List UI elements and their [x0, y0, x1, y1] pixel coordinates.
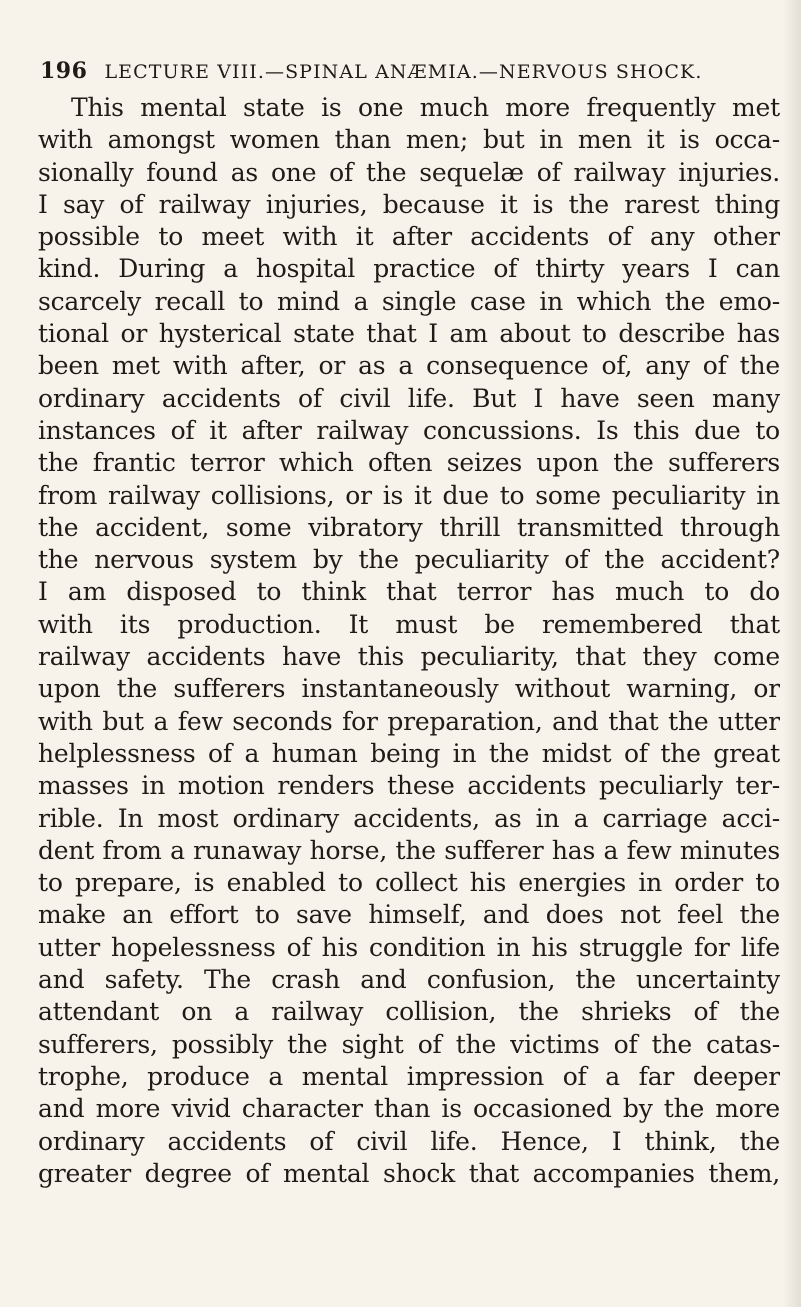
text-line: helplessness of a human being in the midst of the great	[38, 738, 780, 768]
text-line: scarcely recall to mind a single case in which the emo-	[38, 286, 780, 316]
text-line: rible. In most ordinary accidents, as in a carriage acci-	[38, 803, 780, 833]
text-line: instances of it after railway concussions. Is this due to	[38, 415, 780, 445]
running-head	[40, 58, 780, 88]
text-line: sionally found as one of the sequelæ of railway injuries.	[38, 157, 780, 187]
text-line: been met with after, or as a consequence of, any of the	[38, 351, 780, 381]
text-line: trophe, produce a mental impression of a far deeper	[38, 1061, 780, 1091]
running-title: LECTURE VIII.—SPINAL ANÆMIA.—NERVOUS SHOCK.	[104, 61, 703, 83]
text-line: sufferers, possibly the sight of the victims of the catas-	[38, 1029, 780, 1059]
page-edge-shadow	[783, 0, 801, 1307]
text-line: and safety. The crash and confusion, the uncertainty	[38, 965, 780, 995]
text-line: and more vivid character than is occasioned by the more	[38, 1094, 780, 1124]
text-line: to prepare, is enabled to collect his energies in order to	[38, 868, 780, 898]
text-line: with its production. It must be remembered that	[38, 609, 780, 639]
text-line: make an effort to save himself, and does not feel the	[38, 900, 780, 930]
text-line: I am disposed to think that terror has much to do	[38, 577, 780, 607]
text-line: utter hopelessness of his condition in his struggle for life	[38, 932, 780, 962]
body-paragraph	[38, 92, 780, 1252]
text-line: the frantic terror which often seizes upon the sufferers	[38, 448, 780, 478]
text-line: the accident, some vibratory thrill transmitted through	[38, 512, 780, 542]
text-line: This mental state is one much more frequently met	[71, 93, 780, 122]
text-line: dent from a runaway horse, the sufferer has a few minutes	[38, 835, 780, 865]
text-line: upon the sufferers instantaneously without warning, or	[38, 674, 780, 704]
page-number: 196	[40, 58, 88, 84]
text-line: with but a few seconds for preparation, and that the utter	[38, 706, 780, 736]
text-line: ordinary accidents of civil life. But I have seen many	[38, 383, 780, 413]
text-line: tional or hysterical state that I am about to describe has	[38, 319, 780, 349]
text-line: the nervous system by the peculiarity of the accident?	[38, 545, 780, 575]
text-line: possible to meet with it after accidents of any other	[38, 222, 780, 252]
text-line: from railway collisions, or is it due to some peculiarity in	[38, 480, 780, 510]
text-line: kind. During a hospital practice of thirty years I can	[38, 254, 780, 284]
text-line: ordinary accidents of civil life. Hence, I think, the	[38, 1126, 780, 1156]
text-line: greater degree of mental shock that accompanies them,	[38, 1158, 780, 1188]
text-line: with amongst women than men; but in men it is occa-	[38, 125, 780, 155]
text-line: masses in motion renders these accidents peculiarly ter-	[38, 771, 780, 801]
text-line: I say of railway injuries, because it is the rarest thing	[38, 189, 780, 219]
text-line: railway accidents have this peculiarity, that they come	[38, 642, 780, 672]
text-line: attendant on a railway collision, the shrieks of the	[38, 997, 780, 1027]
